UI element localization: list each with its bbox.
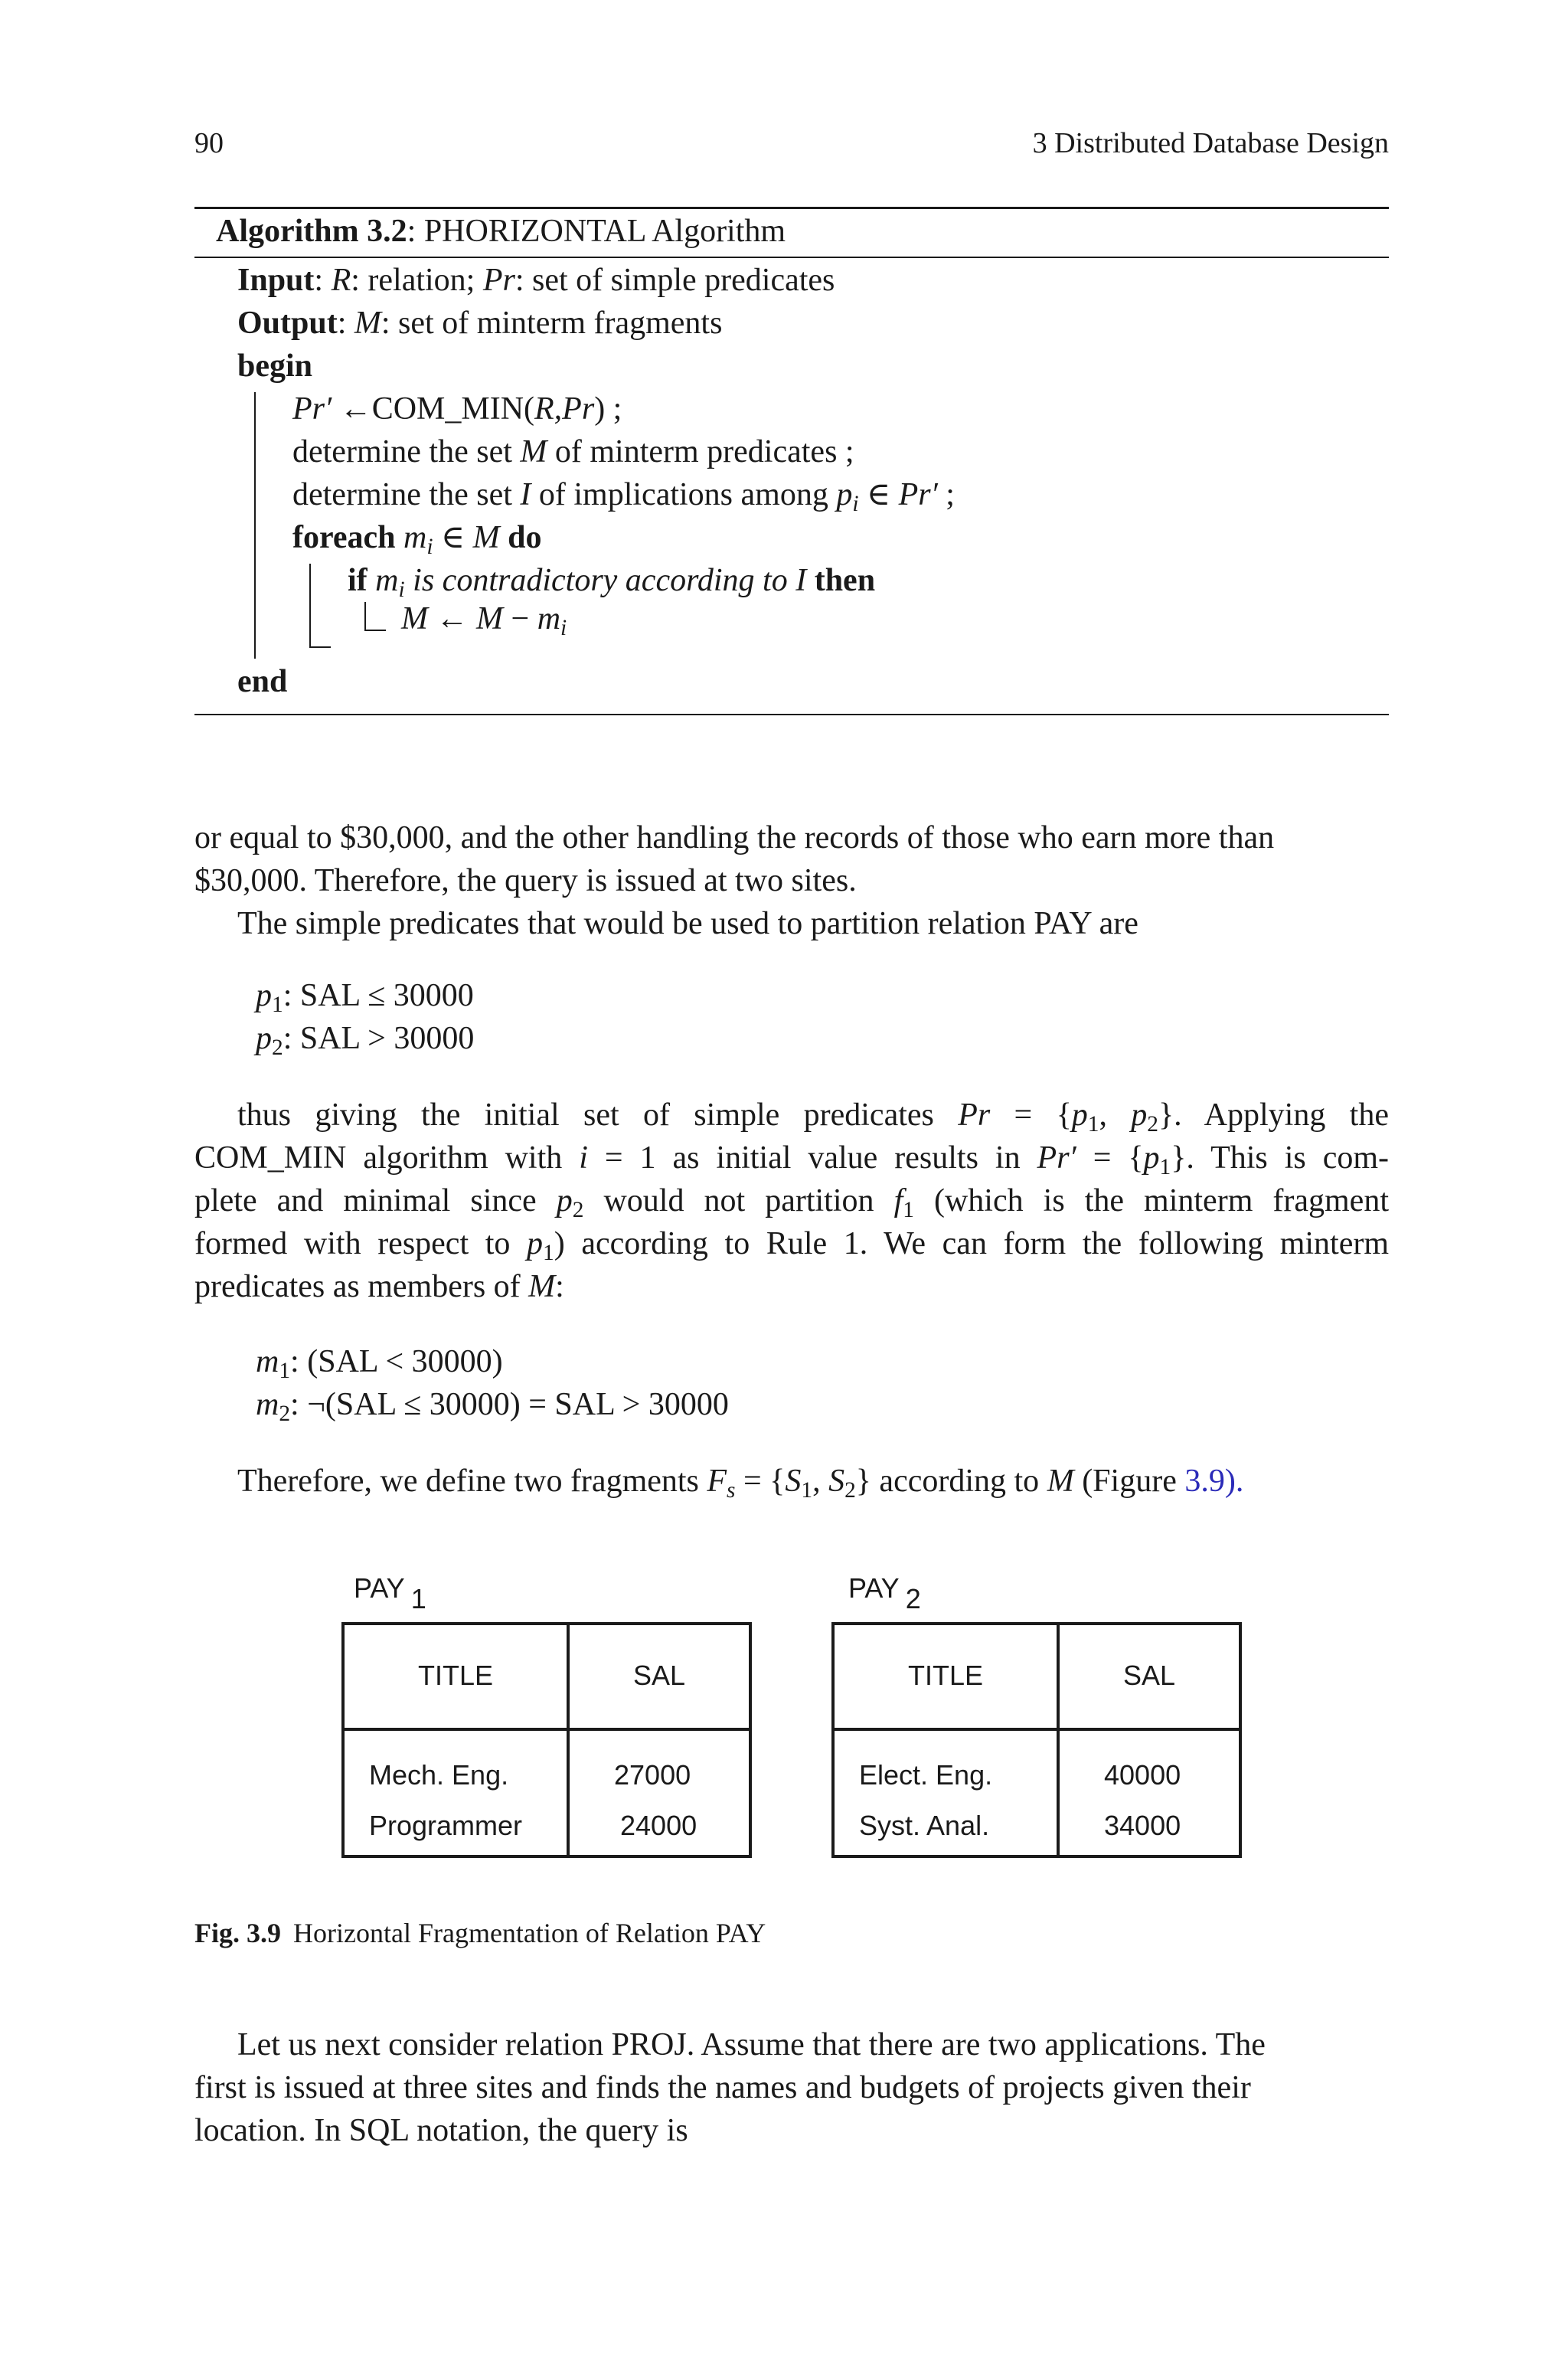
paragraph-1-line-2: $30,000. Therefore, the query is issued at two sites.	[194, 863, 857, 898]
figure-caption: Fig. 3.9 Horizontal Fragmentation of Relation PAY	[194, 1918, 766, 1948]
table-pay-1	[341, 1622, 752, 1858]
table-1-row-1-sal: 27000	[614, 1759, 691, 1791]
table-1-row-2-sal: 24000	[620, 1810, 697, 1841]
algorithm-if: if $m_i$ is contradictory according to I then	[348, 563, 876, 603]
algorithm-foreach: foreach $m_i$ ∈ M do	[292, 520, 542, 560]
table-1-header-sal: SAL	[632, 1660, 686, 1691]
figure-reference-link[interactable]: 3.9).	[1184, 1464, 1244, 1499]
running-head: 3 Distributed Database Design	[1032, 127, 1389, 159]
algorithm-bottom-rule	[194, 714, 1389, 715]
table-2-row-2-title: Syst. Anal.	[859, 1810, 990, 1841]
table-2-row-2-sal: 34000	[1104, 1810, 1181, 1841]
then-bar-foot	[364, 630, 386, 631]
paragraph-5-line-1: Let us next consider relation PROJ. Assume that there are two applications. The	[237, 2027, 1266, 2062]
algorithm-line-2: determine the set M of minterm predicates ;	[292, 434, 854, 469]
algorithm-title-rule	[194, 257, 1389, 258]
algorithm-begin: begin	[237, 348, 313, 384]
paragraph-3-line-4: formed with respect to $p_1$) according to Rule 1. We can form the following minterm	[194, 1226, 1390, 1266]
predicate-p2: $p_2$: SAL > 30000	[256, 1021, 475, 1061]
table-2-row-1-sal: 40000	[1104, 1759, 1181, 1791]
table-2-header-title: TITLE	[907, 1660, 983, 1691]
table-1-row-2-title: Programmer	[369, 1810, 523, 1841]
algorithm-top-rule	[194, 207, 1389, 209]
block-bar-inner	[309, 564, 311, 648]
paragraph-3-line-2: COM_MIN algorithm with i = 1 as initial value results in $Pr' = \{p_1\}$. This is com-	[194, 1140, 1389, 1180]
table-pay-2	[831, 1622, 1242, 1858]
minterm-m1: $m_1$: (SAL < 30000)	[256, 1344, 503, 1384]
algorithm-output-line: Output: M: set of minterm fragments	[237, 306, 723, 341]
paragraph-3-line-5: predicates as members of M:	[194, 1269, 564, 1304]
algorithm-name: : PHORIZONTAL Algorithm	[407, 214, 786, 249]
table-1-row-1-title: Mech. Eng.	[369, 1759, 509, 1791]
table-2-header-sal: SAL	[1122, 1660, 1176, 1691]
page-number: 90	[194, 127, 224, 159]
block-bar-inner-foot	[309, 646, 331, 648]
table-2-row-1-title: Elect. Eng.	[859, 1759, 993, 1791]
paragraph-4: Therefore, we define two fragments $F_s = \{S_1$, $S_2$} according to M (Figure 3.9).	[237, 1464, 1244, 1503]
table-1-header-title: TITLE	[417, 1660, 493, 1691]
paragraph-2-line-1: The simple predicates that would be used to partition relation PAY are	[237, 906, 1138, 941]
algorithm-input-line: Input: R: relation; Pr: set of simple predicates	[237, 263, 835, 298]
paragraph-5-line-2: first is issued at three sites and finds the names and budgets of projects given their	[194, 2070, 1251, 2105]
block-bar-outer	[254, 392, 256, 659]
paragraph-3-line-3: plete and minimal since $p_2$ would not partition $f_1$ (which is the minterm fragment	[194, 1183, 1389, 1223]
algorithm-line-3: determine the set I of implications among $p_i$ ∈ Pr′ ;	[292, 477, 955, 517]
table-2-label: PAY 2	[848, 1572, 921, 1614]
algorithm-title	[216, 210, 786, 253]
algorithm-number: Algorithm 3.2	[216, 214, 407, 249]
algorithm-line-1: Pr′ ←COM_MIN(R,Pr) ;	[292, 391, 622, 427]
table-1-label: PAY 1	[354, 1572, 426, 1614]
minterm-m2: $m_2$: ¬(SAL ≤ 30000) = SAL > 30000	[256, 1387, 729, 1427]
paragraph-5-line-3: location. In SQL notation, the query is	[194, 2113, 688, 2148]
algorithm-assign: M ← $M - m_i$	[401, 601, 567, 641]
predicate-p1: $p_1$: SAL ≤ 30000	[256, 978, 474, 1018]
paragraph-3-line-1: thus giving the initial set of simple predicates $Pr = \{p_1$, $p_2$}. Applying the	[237, 1097, 1389, 1137]
paragraph-1-line-1: or equal to $30,000, and the other handling the records of those who earn more than	[194, 820, 1275, 855]
algorithm-end: end	[237, 664, 288, 699]
then-bar	[364, 602, 366, 631]
